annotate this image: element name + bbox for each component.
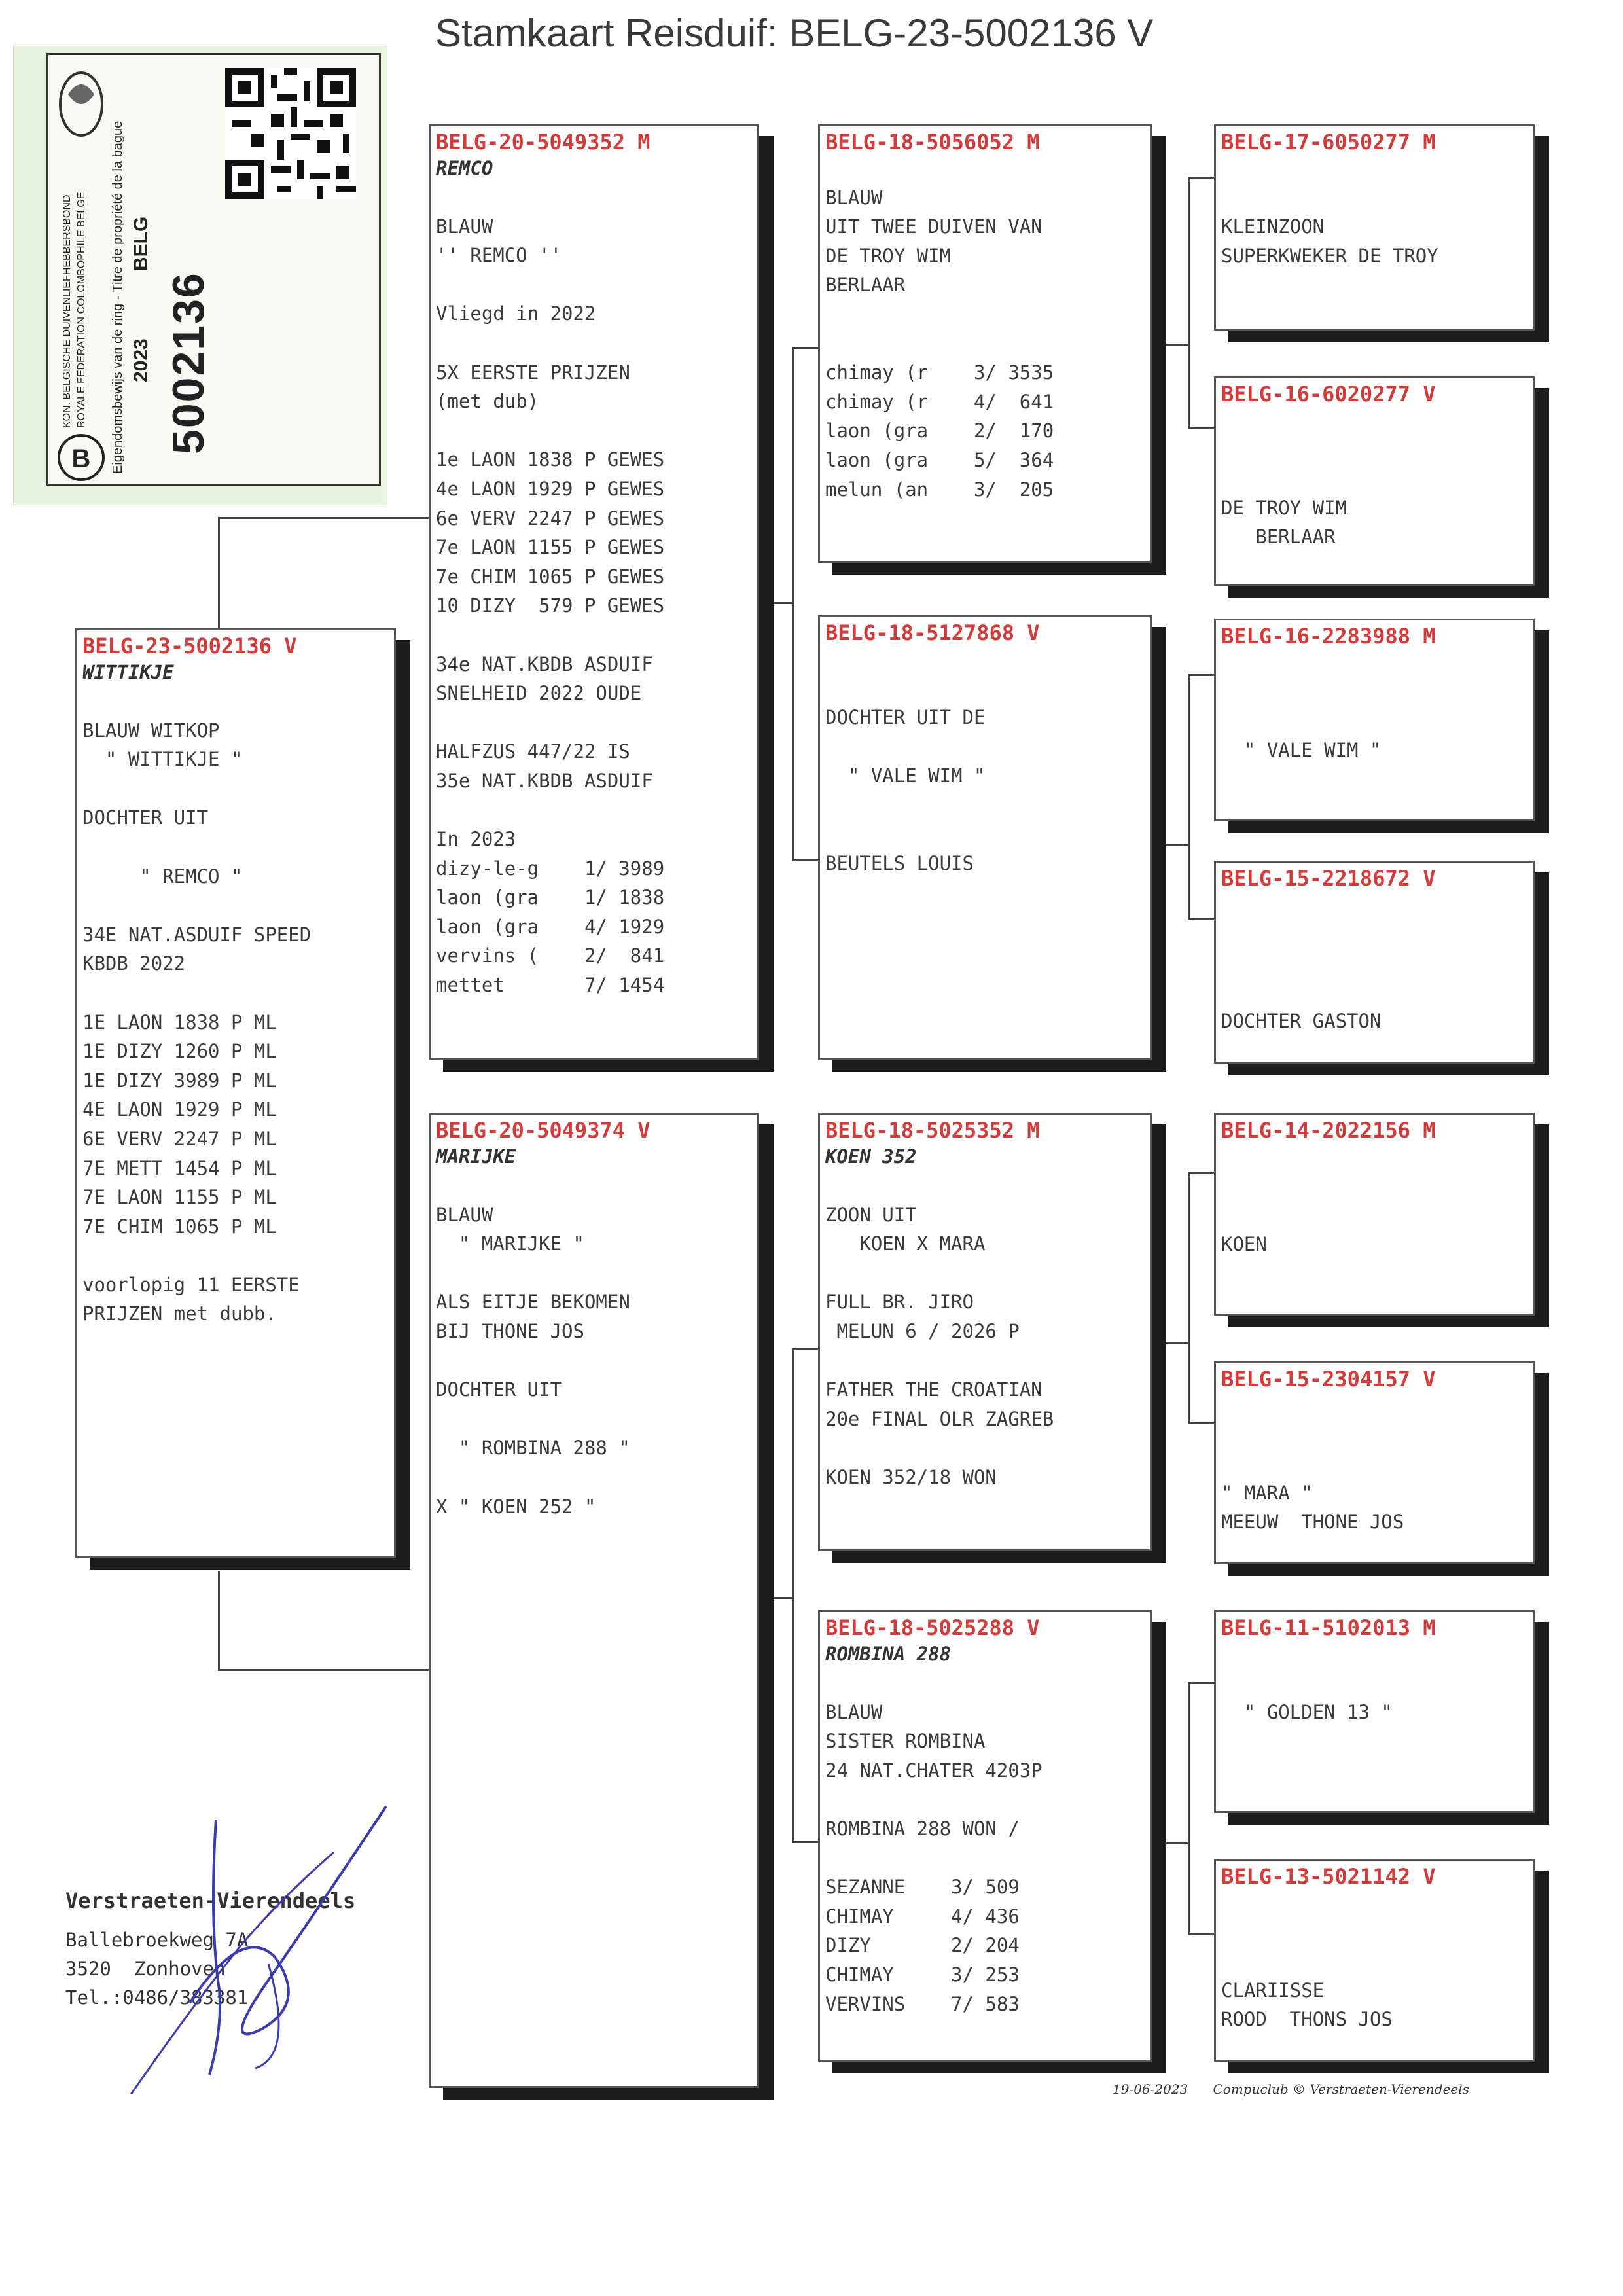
detail-line: DOCHTER UIT DE: [825, 706, 986, 729]
pigeon-details: [1221, 406, 1527, 552]
detail-line: [1221, 1918, 1527, 1947]
detail-line: 34e NAT.KBDB ASDUIF: [436, 653, 653, 675]
detail-line: 10 DIZY 579 P GEWES: [436, 594, 665, 617]
detail-line: 1e LAON 1838 P GEWES: [436, 448, 665, 471]
connector-p4-stub: [1152, 344, 1188, 346]
detail-line: [82, 1241, 389, 1270]
detail-line: [1221, 1391, 1527, 1420]
connector-p6-children: [1188, 1172, 1216, 1424]
ring-number: BELG-16-6020277 V: [1221, 382, 1436, 406]
footer-credit: Compuclub © Verstraeten-Vierendeels: [1213, 2081, 1469, 2097]
ring-ownership-card: [13, 46, 387, 505]
pigeon-details: [436, 1171, 752, 1521]
page-title: Stamkaart Reisduif: BELG-23-5002136 V: [435, 11, 1154, 55]
detail-line: 35e NAT.KBDB ASDUIF: [436, 769, 653, 792]
connector-p3-stub: [759, 1597, 792, 1599]
detail-line: [436, 1259, 752, 1288]
detail-line: " VALE WIM ": [825, 764, 986, 787]
detail-line: dizy-le-g 1/ 3989: [436, 857, 665, 880]
connector-dam-gen1: [218, 1571, 433, 1671]
detail-line: BLAUW WITKOP: [82, 719, 220, 742]
pigeon-card-dam-dam: [818, 1610, 1152, 2062]
ring-number: BELG-18-5056052 M: [825, 130, 1040, 154]
detail-line: " REMCO ": [82, 865, 243, 888]
detail-line: chimay (r 4/ 641: [825, 390, 1054, 413]
connector-sire-gen1: [218, 517, 433, 630]
detail-line: 1E DIZY 3989 P ML: [82, 1069, 277, 1092]
owner-tel: Tel.:0486/383381: [65, 1986, 249, 2009]
detail-line: [1221, 464, 1527, 493]
pigeon-details: [825, 154, 1145, 504]
ring-number: BELG-14-2022156 M: [1221, 1118, 1436, 1143]
pigeon-card-dam-sire: [818, 1113, 1152, 1551]
detail-line: VERVINS 7/ 583: [825, 1992, 1020, 2015]
pigeon-card-sire-dam: [818, 615, 1152, 1060]
connector-p7-stub: [1152, 1842, 1188, 1844]
detail-line: chimay (r 3/ 3535: [825, 361, 1054, 384]
detail-line: [436, 329, 752, 358]
detail-line: [825, 1785, 1145, 1814]
ring-number: BELG-17-6050277 M: [1221, 130, 1436, 154]
svg-text:B: B: [71, 444, 91, 473]
signature: [111, 1793, 412, 2094]
detail-line: [825, 1844, 1145, 1873]
detail-line: [436, 1405, 752, 1434]
detail-line: DOCHTER UIT: [436, 1378, 562, 1401]
detail-line: [825, 732, 1145, 762]
detail-line: MEEUW THONE JOS: [1221, 1511, 1404, 1534]
detail-line: " GOLDEN 13 ": [1221, 1701, 1393, 1724]
pigeon-card-gen4-2: [1214, 376, 1535, 586]
detail-line: [825, 1668, 1145, 1698]
ring-number: BELG-15-2218672 V: [1221, 866, 1436, 891]
detail-line: [1221, 648, 1527, 677]
detail-line: CHIMAY 3/ 253: [825, 1963, 1020, 1986]
detail-line: '' REMCO '': [436, 244, 562, 267]
detail-line: " MARIJKE ": [436, 1232, 584, 1255]
pigeon-card-sire: [429, 124, 759, 1060]
detail-line: [82, 774, 389, 804]
detail-line: laon (gra 4/ 1929: [436, 915, 665, 938]
detail-line: [1221, 406, 1527, 435]
detail-line: BERLAAR: [825, 274, 906, 296]
pigeon-details: [436, 183, 752, 1000]
detail-line: 7e CHIM 1065 P GEWES: [436, 565, 665, 588]
detail-line: [436, 416, 752, 446]
card-country: BELG: [130, 216, 152, 271]
detail-line: [825, 1171, 1145, 1200]
ring-card-frame: [46, 53, 381, 486]
pigeon-details: [1221, 648, 1527, 764]
detail-line: [82, 891, 389, 920]
card-org-nl: KON. BELGISCHE DUIVENLIEFHEBBERSBOND: [62, 194, 73, 428]
detail-line: KOEN 352/18 WON: [825, 1465, 997, 1488]
card-ring-number: 5002136: [164, 272, 213, 454]
detail-line: 1E LAON 1838 P ML: [82, 1011, 277, 1033]
detail-line: [436, 183, 752, 212]
detail-line: MELUN 6 / 2026 P: [825, 1319, 1020, 1342]
pigeon-details: [82, 687, 389, 1329]
detail-line: DE TROY WIM: [1221, 496, 1347, 519]
detail-line: BLAUW: [436, 215, 493, 238]
detail-line: [1221, 1172, 1527, 1201]
detail-line: 20e FINAL OLR ZAGREB: [825, 1407, 1054, 1430]
detail-line: PRIJZEN met dubb.: [82, 1302, 277, 1325]
detail-line: 7E METT 1454 P ML: [82, 1157, 277, 1179]
pigeon-name: KOEN 352: [825, 1145, 917, 1168]
detail-line: [1221, 1640, 1527, 1669]
detail-line: KOEN: [1221, 1232, 1267, 1255]
detail-line: [1221, 435, 1527, 465]
detail-line: BERLAAR: [1221, 526, 1336, 548]
pigeon-card-dam: [429, 1113, 759, 2088]
detail-line: 6E VERV 2247 P ML: [82, 1127, 277, 1150]
owner-street: Ballebroekweg 7A: [65, 1929, 249, 1951]
pigeon-card-subject: [75, 628, 396, 1558]
detail-line: [825, 300, 1145, 329]
detail-line: " VALE WIM ": [1221, 738, 1382, 761]
detail-line: laon (gra 1/ 1838: [436, 886, 665, 909]
detail-line: [436, 795, 752, 825]
crest-logo-icon: [55, 68, 107, 140]
detail-line: X " KOEN 252 ": [436, 1495, 596, 1518]
detail-line: CLARIISSE: [1221, 1979, 1325, 2001]
detail-line: laon (gra 5/ 364: [825, 448, 1054, 471]
detail-line: " MARA ": [1221, 1481, 1313, 1504]
pigeon-details: [1221, 1142, 1527, 1259]
detail-line: 4E LAON 1929 P ML: [82, 1098, 277, 1121]
detail-line: BLAUW: [436, 1203, 493, 1226]
ring-number: BELG-18-5025352 M: [825, 1118, 1040, 1143]
detail-line: BEUTELS LOUIS: [825, 852, 974, 875]
connector-p6-stub: [1152, 1342, 1188, 1344]
detail-line: [1221, 1420, 1527, 1450]
pigeon-card-gen4-6: [1214, 1361, 1535, 1564]
connector-p2-children: [792, 347, 820, 861]
connector-p5-stub: [1152, 844, 1188, 846]
ring-number: BELG-20-5049374 V: [436, 1118, 651, 1143]
pigeon-details: [1221, 1391, 1527, 1537]
detail-line: " WITTIKJE ": [82, 748, 243, 771]
detail-line: [1221, 183, 1527, 213]
detail-line: [436, 1171, 752, 1200]
detail-line: DOCHTER UIT: [82, 806, 209, 829]
detail-line: [825, 1433, 1145, 1463]
pigeon-card-gen4-7: [1214, 1610, 1535, 1813]
ring-number: BELG-13-5021142 V: [1221, 1864, 1436, 1889]
detail-line: [1221, 1200, 1527, 1230]
detail-line: HALFZUS 447/22 IS: [436, 740, 630, 763]
detail-line: [1221, 920, 1527, 949]
pigeon-card-gen4-1: [1214, 124, 1535, 331]
pigeon-details: [1221, 1888, 1527, 2034]
detail-line: [1221, 948, 1527, 978]
detail-line: BIJ THONE JOS: [436, 1319, 584, 1342]
detail-line: [1221, 978, 1527, 1007]
detail-line: 5X EERSTE PRIJZEN: [436, 361, 630, 384]
detail-line: KOEN X MARA: [825, 1232, 986, 1255]
pigeon-card-gen4-3: [1214, 619, 1535, 821]
pigeon-card-gen4-8: [1214, 1859, 1535, 2062]
detail-line: [825, 154, 1145, 183]
detail-line: [1221, 1142, 1527, 1172]
detail-line: [1221, 154, 1527, 183]
pigeon-card-sire-sire: [818, 124, 1152, 563]
detail-line: [82, 978, 389, 1008]
detail-line: " ROMBINA 288 ": [436, 1437, 630, 1460]
detail-line: [1221, 706, 1527, 736]
footer-date: 19-06-2023: [1113, 2081, 1188, 2097]
detail-line: BLAUW: [825, 1700, 883, 1723]
detail-line: 6e VERV 2247 P GEWES: [436, 507, 665, 529]
detail-line: DE TROY WIM: [825, 244, 952, 267]
detail-line: melun (an 3/ 205: [825, 478, 1054, 501]
pigeon-name: REMCO: [436, 157, 493, 179]
detail-line: 1E DIZY 1260 P ML: [82, 1040, 277, 1063]
detail-line: [825, 791, 1145, 820]
detail-line: 4e LAON 1929 P GEWES: [436, 477, 665, 500]
footer: [1113, 2081, 1469, 2097]
ring-number: BELG-20-5049352 M: [436, 130, 651, 154]
pigeon-details: [1221, 1640, 1527, 1727]
detail-line: SUPERKWEKER DE TROY: [1221, 244, 1438, 267]
detail-line: [82, 833, 389, 862]
detail-line: [1221, 1888, 1527, 1918]
detail-line: [1221, 677, 1527, 707]
detail-line: [436, 708, 752, 738]
detail-line: vervins ( 2/ 841: [436, 944, 665, 967]
card-ownership-text: Eigendomsbewijs van de ring - Titre de propriété de la bague: [111, 120, 125, 474]
detail-line: [1221, 1946, 1527, 1976]
owner-city: 3520 Zonhoven: [65, 1958, 226, 1980]
connector-p5-children: [1188, 674, 1216, 920]
card-year: 2023: [130, 338, 152, 382]
qr-code-icon: [225, 68, 356, 199]
pigeon-details: [825, 645, 1145, 878]
detail-line: 34E NAT.ASDUIF SPEED: [82, 923, 312, 946]
pigeon-card-gen4-4: [1214, 861, 1535, 1064]
detail-line: 24 NAT.CHATER 4203P: [825, 1759, 1043, 1782]
detail-line: [825, 329, 1145, 359]
ring-number: BELG-11-5102013 M: [1221, 1615, 1436, 1640]
detail-line: [1221, 1669, 1527, 1698]
detail-line: CHIMAY 4/ 436: [825, 1905, 1020, 1928]
detail-line: [436, 1463, 752, 1492]
detail-line: KLEINZOON: [1221, 215, 1325, 238]
pigeon-details: [1221, 890, 1527, 1036]
pigeon-details: [825, 1171, 1145, 1492]
b-crest-icon: [55, 431, 107, 484]
pigeon-details: [1221, 154, 1527, 270]
detail-line: In 2023: [436, 828, 516, 851]
detail-line: DIZY 2/ 204: [825, 1934, 1020, 1957]
detail-line: [1221, 890, 1527, 920]
connector-p2-stub: [759, 602, 792, 604]
detail-line: voorlopig 11 EERSTE: [82, 1273, 300, 1296]
pigeon-name: ROMBINA 288: [825, 1643, 952, 1665]
detail-line: SEZANNE 3/ 509: [825, 1876, 1020, 1899]
detail-line: 7E CHIM 1065 P ML: [82, 1215, 277, 1238]
pigeon-name: MARIJKE: [436, 1145, 516, 1168]
ring-number: BELG-18-5127868 V: [825, 620, 1040, 645]
detail-line: Vliegd in 2022: [436, 302, 596, 325]
ring-number: BELG-15-2304157 V: [1221, 1367, 1436, 1391]
detail-line: [82, 687, 389, 716]
detail-line: mettet 7/ 1454: [436, 974, 665, 997]
detail-line: [436, 270, 752, 300]
owner-name: Verstraeten-Vierendeels: [65, 1888, 356, 1913]
detail-line: [1221, 1449, 1527, 1479]
detail-line: UIT TWEE DUIVEN VAN: [825, 215, 1043, 238]
detail-line: SISTER ROMBINA: [825, 1730, 986, 1753]
pigeon-name: WITTIKJE: [82, 661, 174, 683]
ring-number: BELG-18-5025288 V: [825, 1615, 1040, 1640]
detail-line: 7E LAON 1155 P ML: [82, 1186, 277, 1209]
detail-line: FULL BR. JIRO: [825, 1291, 974, 1314]
detail-line: BLAUW: [825, 186, 883, 209]
detail-line: ALS EITJE BEKOMEN: [436, 1291, 630, 1314]
detail-line: KBDB 2022: [82, 952, 186, 975]
detail-line: (met dub): [436, 390, 539, 413]
detail-line: 7e LAON 1155 P GEWES: [436, 536, 665, 559]
ring-number: BELG-16-2283988 M: [1221, 624, 1436, 649]
detail-line: ROMBINA 288 WON /: [825, 1817, 1020, 1840]
connector-p3-children: [792, 1348, 820, 1843]
pigeon-card-gen4-5: [1214, 1113, 1535, 1316]
card-org-fr: ROYALE FEDERATION COLOMBOPHILE BELGE: [76, 192, 87, 428]
detail-line: [825, 674, 1145, 704]
connector-p4-children: [1188, 177, 1216, 429]
ring-number: BELG-23-5002136 V: [82, 634, 297, 658]
connector-p7-children: [1188, 1682, 1216, 1935]
detail-line: [825, 645, 1145, 674]
detail-line: SNELHEID 2022 OUDE: [436, 682, 642, 705]
detail-line: [825, 1346, 1145, 1376]
detail-line: [825, 820, 1145, 850]
detail-line: DOCHTER GASTON: [1221, 1010, 1382, 1033]
detail-line: laon (gra 2/ 170: [825, 420, 1054, 442]
detail-line: [436, 620, 752, 650]
detail-line: [825, 1259, 1145, 1288]
detail-line: ROOD THONS JOS: [1221, 2008, 1393, 2031]
detail-line: ZOON UIT: [825, 1203, 917, 1226]
detail-line: FATHER THE CROATIAN: [825, 1378, 1043, 1401]
detail-line: [436, 1346, 752, 1376]
pigeon-details: [825, 1668, 1145, 2018]
